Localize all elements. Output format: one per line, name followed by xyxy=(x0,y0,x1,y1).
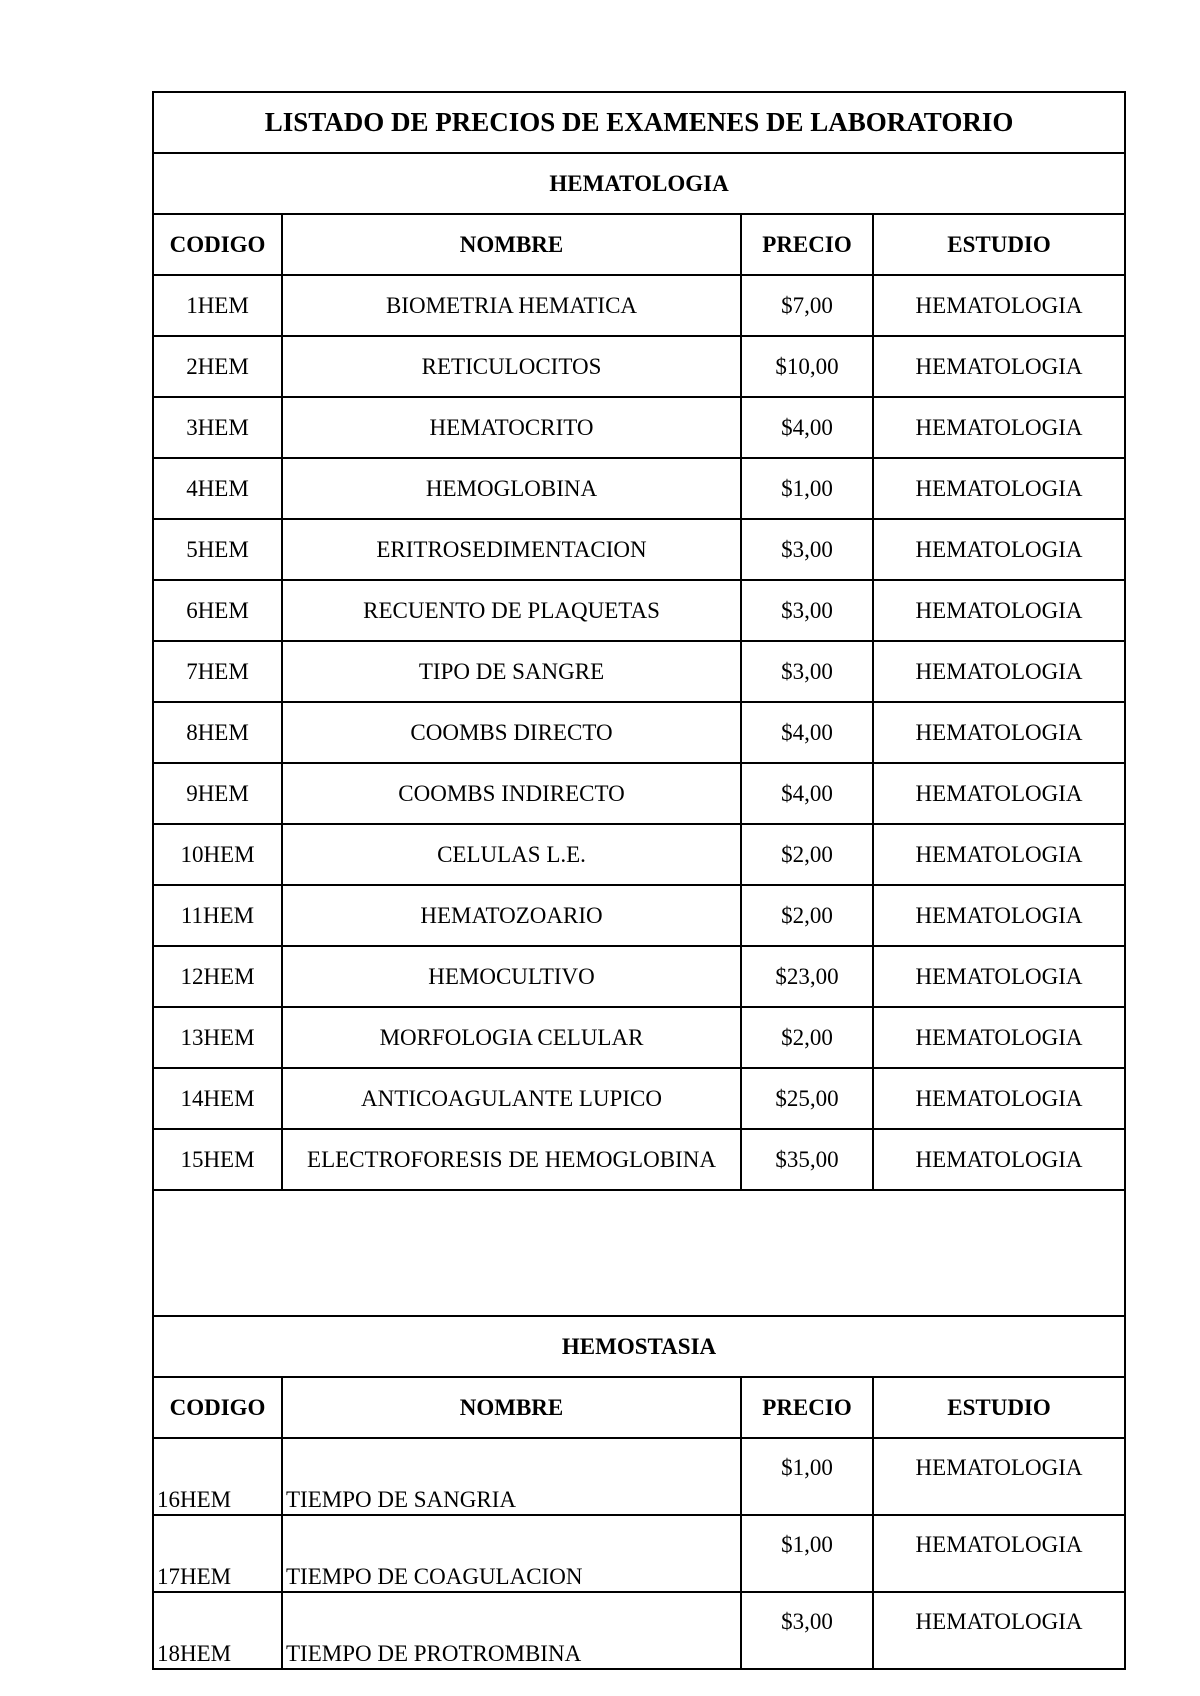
spacer-cell xyxy=(153,1190,1125,1316)
table-row xyxy=(153,824,1125,885)
study-cell: HEMATOLOGIA xyxy=(873,336,1125,397)
study-cell: HEMATOLOGIA xyxy=(873,275,1125,336)
code-cell: 15HEM xyxy=(153,1129,282,1190)
name-cell: HEMOCULTIVO xyxy=(282,946,741,1007)
code-cell: 7HEM xyxy=(153,641,282,702)
table-row xyxy=(153,702,1125,763)
code-cell: 1HEM xyxy=(153,275,282,336)
name-cell: COOMBS DIRECTO xyxy=(282,702,741,763)
table-row xyxy=(153,336,1125,397)
price-cell: $2,00 xyxy=(741,1007,873,1068)
name-cell: COOMBS INDIRECTO xyxy=(282,763,741,824)
study-cell: HEMATOLOGIA xyxy=(873,1438,1125,1515)
header-codigo: CODIGO xyxy=(153,214,282,275)
price-cell: $7,00 xyxy=(741,275,873,336)
section-title: HEMATOLOGIA xyxy=(153,153,1125,214)
code-cell: 12HEM xyxy=(153,946,282,1007)
table-row xyxy=(153,763,1125,824)
header-precio: PRECIO xyxy=(741,1377,873,1438)
price-cell: $2,00 xyxy=(741,824,873,885)
name-cell: HEMATOZOARIO xyxy=(282,885,741,946)
price-cell: $10,00 xyxy=(741,336,873,397)
name-cell: ERITROSEDIMENTACION xyxy=(282,519,741,580)
name-cell: BIOMETRIA HEMATICA xyxy=(282,275,741,336)
code-cell: 14HEM xyxy=(153,1068,282,1129)
name-cell: CELULAS L.E. xyxy=(282,824,741,885)
code-cell: 16HEM xyxy=(153,1438,282,1515)
study-cell: HEMATOLOGIA xyxy=(873,519,1125,580)
table-row xyxy=(153,519,1125,580)
name-cell: TIEMPO DE COAGULACION xyxy=(282,1515,741,1592)
price-cell: $25,00 xyxy=(741,1068,873,1129)
code-cell: 18HEM xyxy=(153,1592,282,1669)
header-estudio: ESTUDIO xyxy=(873,214,1125,275)
name-cell: HEMOGLOBINA xyxy=(282,458,741,519)
name-cell: MORFOLOGIA CELULAR xyxy=(282,1007,741,1068)
header-precio: PRECIO xyxy=(741,214,873,275)
study-cell: HEMATOLOGIA xyxy=(873,946,1125,1007)
name-cell: ANTICOAGULANTE LUPICO xyxy=(282,1068,741,1129)
column-header-row xyxy=(153,214,1125,275)
section-row xyxy=(153,1316,1125,1377)
price-cell: $3,00 xyxy=(741,580,873,641)
header-nombre: NOMBRE xyxy=(282,1377,741,1438)
section-spacer xyxy=(153,1190,1125,1316)
study-cell: HEMATOLOGIA xyxy=(873,1007,1125,1068)
code-cell: 9HEM xyxy=(153,763,282,824)
column-header-row xyxy=(153,1377,1125,1438)
code-cell: 8HEM xyxy=(153,702,282,763)
table-row xyxy=(153,458,1125,519)
price-cell: $3,00 xyxy=(741,1592,873,1669)
price-cell: $2,00 xyxy=(741,885,873,946)
code-cell: 6HEM xyxy=(153,580,282,641)
price-cell: $35,00 xyxy=(741,1129,873,1190)
study-cell: HEMATOLOGIA xyxy=(873,397,1125,458)
name-cell: RETICULOCITOS xyxy=(282,336,741,397)
price-cell: $1,00 xyxy=(741,1515,873,1592)
table-row xyxy=(153,275,1125,336)
title-row xyxy=(153,92,1125,153)
price-list-table xyxy=(152,91,1126,1670)
study-cell: HEMATOLOGIA xyxy=(873,885,1125,946)
table-row xyxy=(153,397,1125,458)
name-cell: TIEMPO DE PROTROMBINA xyxy=(282,1592,741,1669)
name-cell: HEMATOCRITO xyxy=(282,397,741,458)
table-row xyxy=(153,580,1125,641)
name-cell: TIPO DE SANGRE xyxy=(282,641,741,702)
study-cell: HEMATOLOGIA xyxy=(873,763,1125,824)
code-cell: 11HEM xyxy=(153,885,282,946)
price-cell: $3,00 xyxy=(741,641,873,702)
code-cell: 5HEM xyxy=(153,519,282,580)
price-cell: $4,00 xyxy=(741,397,873,458)
study-cell: HEMATOLOGIA xyxy=(873,458,1125,519)
code-cell: 2HEM xyxy=(153,336,282,397)
price-cell: $4,00 xyxy=(741,763,873,824)
price-cell: $1,00 xyxy=(741,458,873,519)
price-cell: $23,00 xyxy=(741,946,873,1007)
study-cell: HEMATOLOGIA xyxy=(873,1129,1125,1190)
table-row xyxy=(153,1592,1125,1669)
header-estudio: ESTUDIO xyxy=(873,1377,1125,1438)
price-list-body xyxy=(153,92,1125,1669)
study-cell: HEMATOLOGIA xyxy=(873,641,1125,702)
section-title: HEMOSTASIA xyxy=(153,1316,1125,1377)
study-cell: HEMATOLOGIA xyxy=(873,702,1125,763)
table-row xyxy=(153,1515,1125,1592)
table-row xyxy=(153,1129,1125,1190)
code-cell: 3HEM xyxy=(153,397,282,458)
code-cell: 10HEM xyxy=(153,824,282,885)
header-codigo: CODIGO xyxy=(153,1377,282,1438)
code-cell: 17HEM xyxy=(153,1515,282,1592)
name-cell: RECUENTO DE PLAQUETAS xyxy=(282,580,741,641)
code-cell: 13HEM xyxy=(153,1007,282,1068)
section-row xyxy=(153,153,1125,214)
study-cell: HEMATOLOGIA xyxy=(873,1592,1125,1669)
header-nombre: NOMBRE xyxy=(282,214,741,275)
table-row xyxy=(153,885,1125,946)
table-row xyxy=(153,641,1125,702)
table-row xyxy=(153,1007,1125,1068)
study-cell: HEMATOLOGIA xyxy=(873,580,1125,641)
price-cell: $4,00 xyxy=(741,702,873,763)
price-cell: $3,00 xyxy=(741,519,873,580)
study-cell: HEMATOLOGIA xyxy=(873,1068,1125,1129)
code-cell: 4HEM xyxy=(153,458,282,519)
price-cell: $1,00 xyxy=(741,1438,873,1515)
table-row xyxy=(153,946,1125,1007)
study-cell: HEMATOLOGIA xyxy=(873,1515,1125,1592)
table-row xyxy=(153,1068,1125,1129)
name-cell: TIEMPO DE SANGRIA xyxy=(282,1438,741,1515)
name-cell: ELECTROFORESIS DE HEMOGLOBINA xyxy=(282,1129,741,1190)
study-cell: HEMATOLOGIA xyxy=(873,824,1125,885)
document-title: LISTADO DE PRECIOS DE EXAMENES DE LABORATORIO xyxy=(153,92,1125,153)
table-row xyxy=(153,1438,1125,1515)
